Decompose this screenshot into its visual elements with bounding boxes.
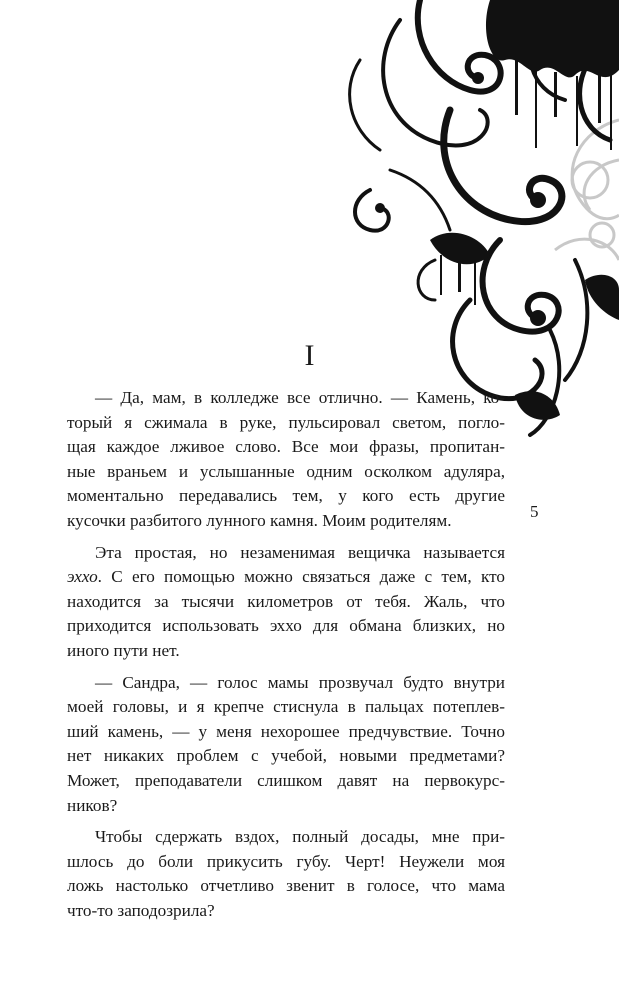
text-line-rest: . С его помощью можно связаться даже с тем, кто	[97, 567, 505, 587]
text-line	[67, 565, 505, 590]
text-line: что-то заподозрила?	[67, 900, 215, 920]
chapter-body-text	[67, 386, 505, 923]
text-line: моей головы, и я крепче стиснула в пальцах потеплев-	[67, 697, 505, 717]
text-line: ложь настолько отчетливо звенит в голосе, что мама	[67, 876, 505, 896]
decorative-swirl-ornament	[340, 0, 619, 440]
text-line: — Сандра, — голос мамы прозвучал будто внутри	[95, 672, 505, 692]
text-line: моментально передавались тем, у кого есть другие	[67, 486, 505, 506]
text-line: находится за тысячи километров от тебя. Жаль, что	[67, 591, 505, 611]
text-line: шлось до боли прикусить губу. Черт! Неужели моя	[67, 851, 505, 871]
text-line: ников?	[67, 795, 118, 815]
italic-term: эххо	[67, 567, 98, 587]
text-line: — Да, мам, в колледже все отлично. — Камень, ко-	[95, 388, 505, 407]
text-line: нет никаких проблем с учебой, новыми предметами?	[67, 746, 505, 766]
text-line: торый я сжимала в руке, пульсировал светом, погло-	[67, 412, 505, 432]
text-line: приходится использовать эххо для обмана близких, но	[67, 616, 505, 636]
text-line: щая каждое лживое слово. Все мои фразы, пропитан-	[67, 437, 505, 457]
text-line: ший камень, — у меня нехорошее предчувствие. Точно	[67, 721, 505, 741]
chapter-number: I	[304, 339, 315, 372]
text-line: Чтобы сдержать вздох, полный досады, мне при-	[95, 827, 505, 847]
text-line: кусочки разбитого лунного камня. Моим родителям.	[67, 510, 452, 530]
text-line: ные враньем и услышанные одним осколком адуляра,	[67, 461, 505, 481]
text-line: Может, преподаватели слишком давят на первокурс-	[67, 770, 505, 790]
text-line: Эта простая, но незаменимая вещичка называется	[95, 542, 505, 562]
page-number: 5	[530, 502, 539, 521]
text-line: иного пути нет.	[67, 640, 180, 660]
